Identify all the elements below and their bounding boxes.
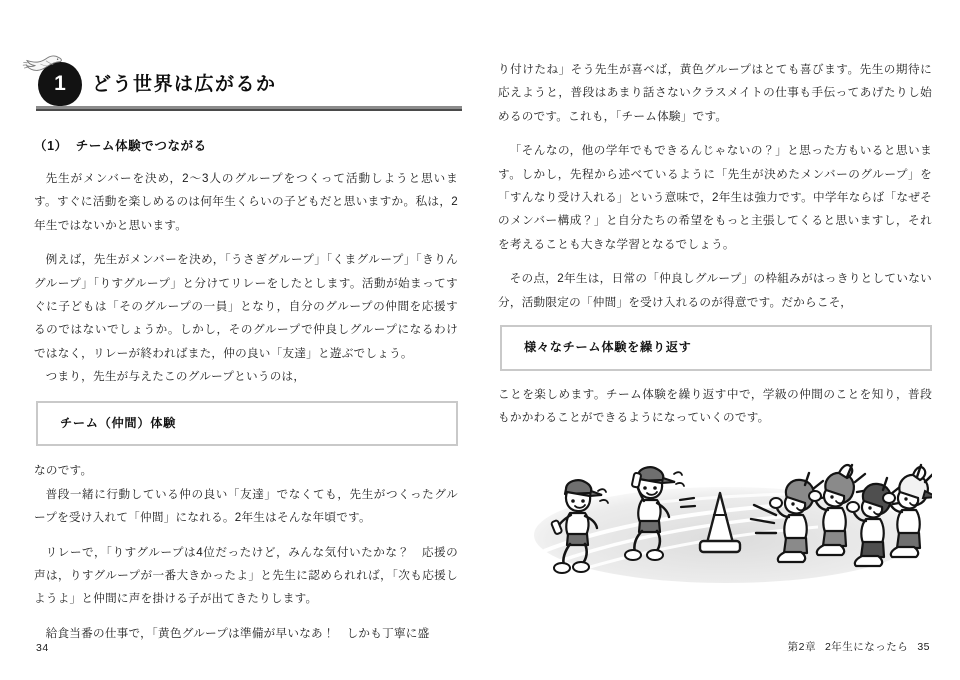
footer-chapter: 第2章 (787, 641, 816, 653)
paragraph: 先生がメンバーを決め，2～3人のグループをつくって活動しようと思います。すぐに活動を楽しめるのは何年生くらいの子どもだと思いますか。私は，2年生ではないかと思います。 (34, 172, 458, 232)
heading-rule (36, 106, 462, 110)
paragraph: リレーで，「りすグループは4位だったけど，みんな気付いたかな？ 応援の声は，りすグループが一番大きかったよ」と先生に認められれば，「次も応援しようよ」と仲間に声を掛ける子が出てきたりします。 (34, 545, 458, 606)
paragraph: ことを楽しめます。チーム体験を繰り返す中で，学級の仲間のことを知り，普段もかかわることができるようになっていくのです。 (498, 387, 932, 425)
paragraph-gap (34, 237, 458, 248)
section-heading (34, 136, 458, 154)
relay-race-illustration (530, 459, 932, 594)
paragraph: 例えば，先生がメンバーを決め，「うさぎグループ」「くまグループ」「きりんグループ」「りすグループ」と分けてリレーをしたとします。活動が始まってすぐに子どもは「そのグループの一員」となり，自分のグループの仲間を応援するのではないでしょうか。しかし，そのグループで仲良しグループになるわけではなく，リレーが終わればまた，仲の良い「友達」と遊ぶでしょう。 (34, 253, 458, 360)
chapter-number: 1 (54, 72, 66, 96)
callout-box (36, 401, 458, 447)
top-margin (498, 0, 932, 58)
paragraph: 給食当番の仕事で，「黄色グループは準備が早いなあ！ しかも丁寧に盛 (45, 626, 430, 640)
chapter-heading (34, 58, 458, 114)
paragraph-gap (498, 256, 932, 267)
section-number: （1） (34, 139, 68, 153)
paragraph-gap (498, 128, 932, 139)
baton (632, 473, 642, 488)
page-number-left: 34 (36, 642, 49, 654)
callout-text: チーム（仲間）体験 (60, 415, 176, 430)
page-number-right: 35 (917, 641, 930, 653)
callout-box (500, 325, 932, 371)
paragraph-gap (34, 611, 458, 622)
paragraph: つまり，先生が与えたこのグループというのは， (45, 370, 306, 384)
paragraph: 普段一緒に行動している仲の良い「友達」でなくても，先生がつくったグループを受け入れて「仲間」になれる。2年生はそんな年頃です。 (34, 487, 458, 525)
section-title: チーム体験でつながる (75, 139, 207, 153)
dove-icon (22, 52, 66, 80)
callout-text: 様々なチーム体験を繰り返す (524, 340, 692, 355)
right-page (480, 0, 960, 680)
paragraph: 「そんなの，他の学年でもできるんじゃないの？」と思った方もいると思います。しかし，先程から述べているように「先生が決めたメンバーのグループ」を「すんなり受け入れる」という意味で，2年生は強力です。中学年ならば「なぜそのメンバー構成？」と自分たちの希望をもっと主張してくると思いますし，それを考えることも大きな学習となるでしょう。 (498, 144, 932, 251)
paragraph: その点，2年生は，日常の「仲良しグループ」の枠組みがはっきりとしていない分，活動限定の「仲間」を受け入れるのが得意です。だからこそ， (498, 272, 932, 309)
page-footer-right (788, 639, 930, 654)
paragraph-gap (34, 530, 458, 541)
footer-chapter-title: 2年生になったら (824, 641, 909, 653)
paragraph: なのです。 (34, 464, 93, 478)
chapter-title: どう世界は広がるか (92, 74, 277, 95)
paragraph: り付けたね」そう先生が喜べば，黄色グループはとても喜びます。先生の期待に応えようと，普段はあまり話さないクラスメイトの仕事も手伝ってあげたりし始めるのです。これも，「チーム体験」です。 (498, 63, 932, 123)
